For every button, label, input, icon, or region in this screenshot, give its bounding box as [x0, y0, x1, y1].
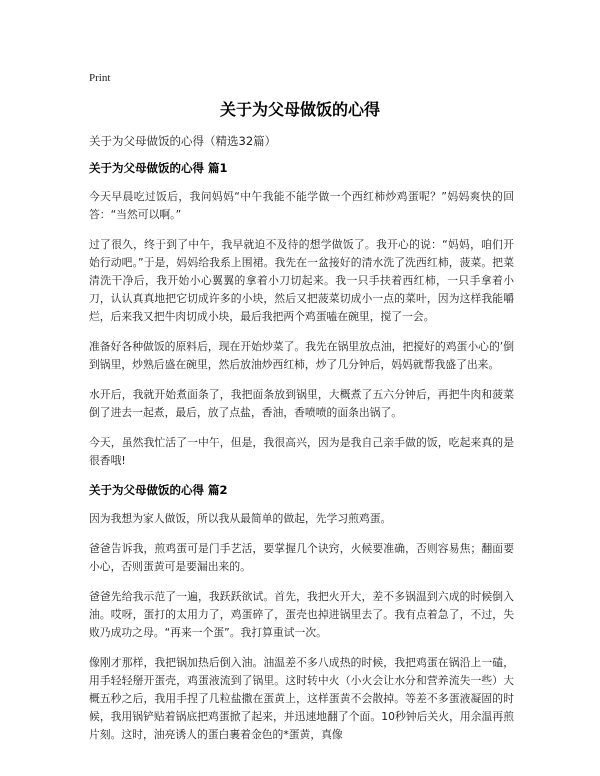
section-2 — [89, 482, 514, 744]
section-heading: 关于为父母做饭的心得 篇2 — [89, 483, 228, 497]
section-1 — [89, 160, 514, 470]
paragraph: 水开后，我就开始煮面条了，我把面条放到锅里，大概煮了五六分钟后，再把牛肉和菠菜倒了进去一起煮，最后，放了点盐，香油，香喷喷的面条出锅了。 — [89, 388, 514, 419]
page-title: 关于为父母做饭的心得 — [219, 100, 380, 119]
paragraph: 今天，虽然我忙活了一中午，但是，我很高兴，因为是我自己亲手做的饭，吃起来真的是很香哦! — [89, 436, 514, 467]
article-body — [89, 160, 514, 756]
print-label[interactable]: Print — [89, 72, 111, 84]
paragraph: 爸爸告诉我，煎鸡蛋可是门手艺活，要掌握几个诀窍，火候要准确，否则容易焦；翻面要小心，否则蛋黄可是要漏出来的。 — [89, 542, 514, 573]
paragraph: 像刚才那样，我把锅加热后倒入油。油温差不多八成热的时候，我把鸡蛋在锅沿上一磕，用手轻轻掰开蛋壳，鸡蛋液流到了锅里。这时转中火（小火会让水分和营养流失一些）大概五秒之后，我用手捏了几粒盐撒在蛋黄上，这样蛋黄不会散掉。等差不多蛋液凝固的时候，我用锅铲贴着锅底把鸡蛋掀了起来，并迅速地翻了个面。10秒钟后关火，用余温再煎片刻。这时，油亮诱人的蛋白裹着金色的*蛋黄，真像 — [89, 656, 514, 741]
paragraph: 准备好各种做饭的原料后，现在开始炒菜了。我先在锅里放点油，把搅好的鸡蛋小心的’倒到锅里，炒熟后盛在碗里，然后放油炒西红柿，炒了几分钟后，妈妈就帮我盛了出来。 — [89, 340, 514, 371]
section-heading: 关于为父母做饭的心得 篇1 — [89, 161, 228, 175]
paragraph: 过了很久，终于到了中午，我早就迫不及待的想学做饭了。我开心的说：“妈妈，咱们开始行动吧。”于是，妈妈给我系上围裙。我先在一盆接好的清水洗了洗西红柿，菠菜。把菜清洗干净后，我开始小心翼翼的拿着小刀切起来。我一只手扶着西红柿，一只手拿着小刀，认认真真地把它切成许多的小块，然后又把菠菜切成小一点的菜叶，因为这样我能嚼烂，后来我又把牛肉切成小块，最后我把两个鸡蛋嗑在碗里，搅了一会。 — [89, 238, 514, 323]
paragraph: 爸爸先给我示范了一遍，我跃跃欲试。首先，我把火开大，差不多锅温到六成的时候倒入油。哎呀，蛋打的太用力了，鸡蛋碎了，蛋壳也掉进锅里去了。我有点着急了，不过，失败乃成功之母。“再来一个蛋”。我打算重试一次。 — [89, 590, 514, 639]
paragraph: 今天早晨吃过饭后，我问妈妈“中午我能不能学做一个西红柿炒鸡蛋呢？”妈妈爽快的回答：“当然可以啊。” — [89, 190, 514, 221]
page-subtitle: 关于为父母做饭的心得（精选32篇） — [89, 134, 277, 148]
paragraph: 因为我想为家人做饭，所以我从最简单的做起，先学习煎鸡蛋。 — [89, 512, 392, 525]
